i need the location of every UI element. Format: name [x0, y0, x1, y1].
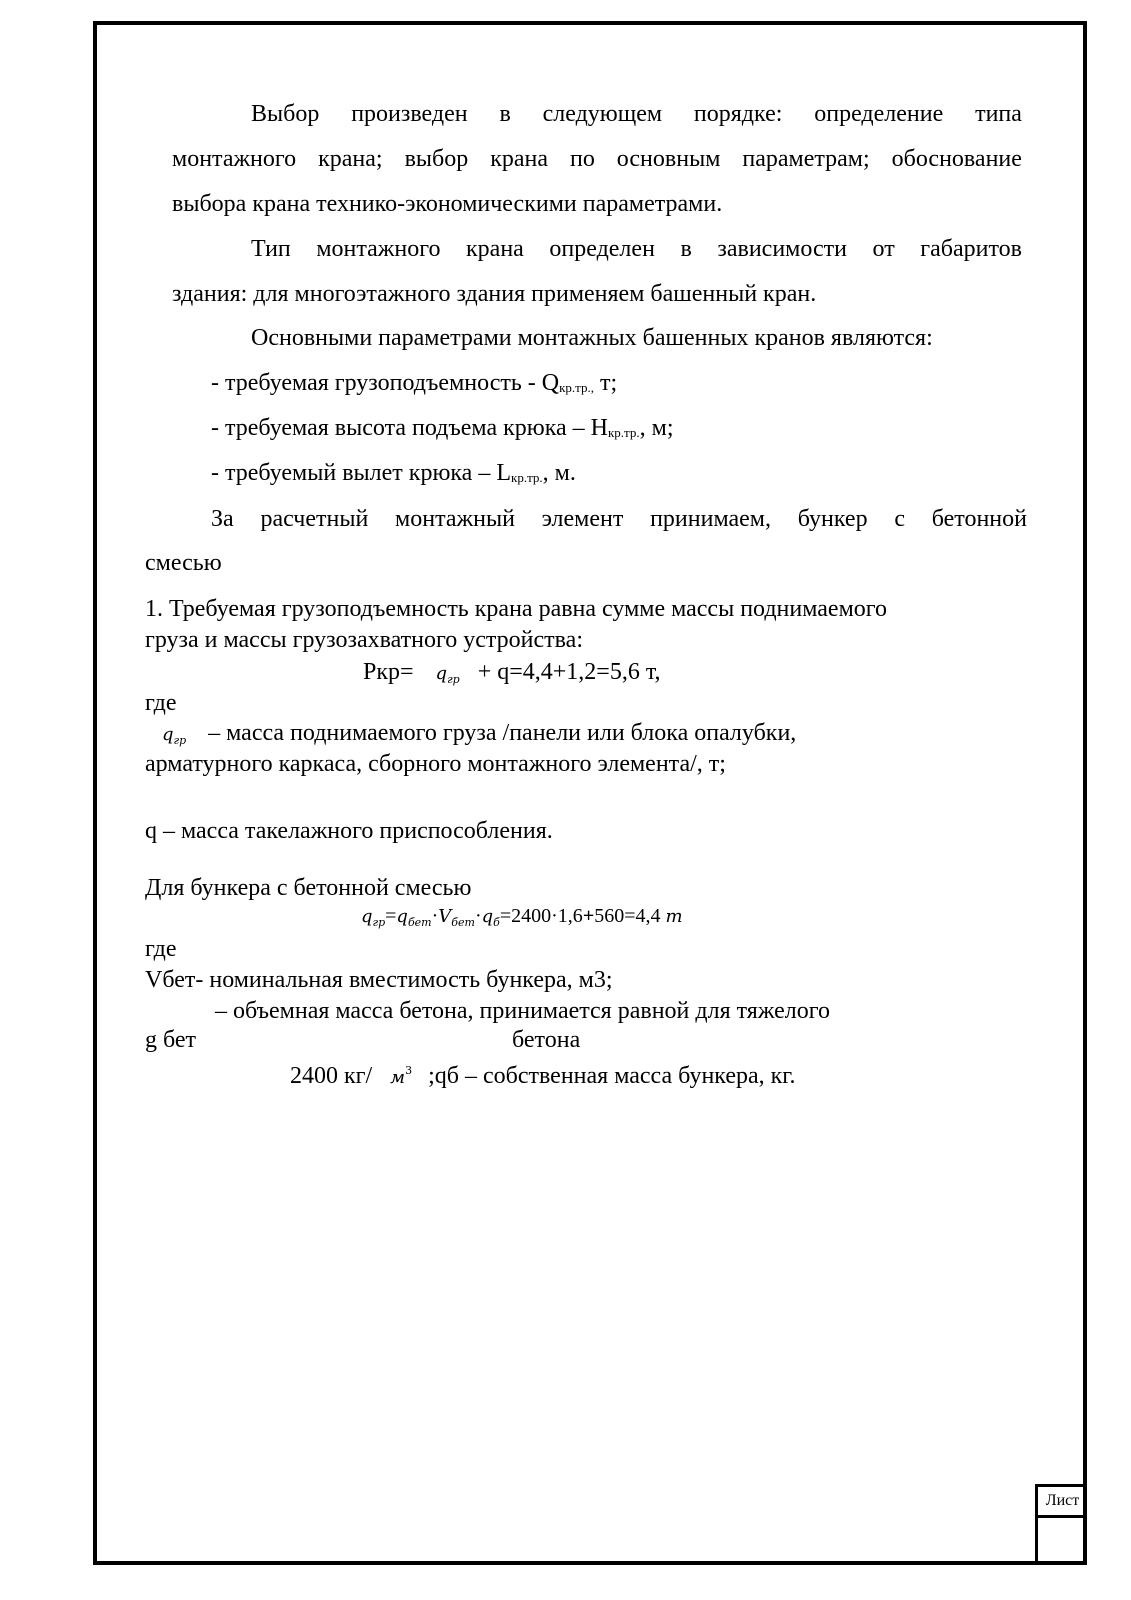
word: обоснование: [891, 146, 1022, 172]
definition-symbol: q: [162, 724, 174, 745]
paragraph-1-line-3: выбора крана технико-экономическими параметрами.: [172, 191, 723, 217]
density-unit-exponent: 3: [405, 1064, 413, 1077]
bullet-text: , м.: [542, 460, 576, 486]
word: с: [894, 506, 905, 532]
word: принимаем,: [650, 506, 771, 532]
word: параметрам;: [742, 146, 870, 172]
bullet-text: т;: [594, 370, 618, 396]
subscript: кр.тр.: [511, 470, 543, 485]
word: в: [499, 101, 511, 127]
item-1-line-1: 1. Требуемая грузоподъемность крана равна сумме массы поднимаемого: [145, 596, 888, 622]
formula-subscript: б: [493, 916, 500, 929]
word: крана: [466, 236, 524, 262]
subscript: кр.тр.: [607, 425, 640, 440]
word: элемент: [541, 506, 624, 532]
definition-concrete-density-line-1: – объемная масса бетона, принимается равной для тяжелого: [215, 998, 830, 1024]
definition-concrete-density-label: g бет: [145, 1027, 197, 1053]
formula-operator: =: [385, 905, 397, 927]
paragraph-3: Основными параметрами монтажных башенных кранов являются:: [251, 325, 933, 351]
formula-unit: т: [665, 906, 683, 927]
bullet-hook-height: [211, 414, 674, 447]
formula-operator: +: [582, 905, 595, 927]
word: основным: [616, 146, 721, 172]
word: зависимости: [717, 236, 847, 262]
paragraph-1-line-1: [251, 100, 1022, 128]
density-unit: м: [390, 1067, 406, 1088]
word: по: [569, 146, 595, 172]
word: произведен: [351, 101, 468, 127]
bullet-lifting-capacity: [211, 369, 617, 402]
word: типа: [975, 101, 1022, 127]
formula-value: 560=4,4: [594, 905, 661, 927]
word: порядке:: [693, 101, 783, 127]
bullet-text: - требуемый вылет крюка – L: [211, 460, 511, 486]
formula-symbol: q: [361, 906, 373, 927]
word: бетонной: [931, 506, 1027, 532]
bullet-text: , м;: [639, 415, 674, 441]
word: определен: [549, 236, 655, 262]
formula-value: =2400·1,6: [499, 905, 583, 927]
word: в: [680, 236, 692, 262]
definition-text: – масса поднимаемого груза /панели или блока опалубки,: [208, 720, 797, 746]
definition-rigging-mass: q – масса такелажного приспособления.: [145, 818, 553, 844]
bullet-text: - требуемая высота подъема крюка – H: [211, 415, 608, 441]
paragraph-2-line-1: [251, 235, 1022, 263]
formula-subscript: гр: [447, 673, 460, 686]
where-label-2: где: [145, 936, 177, 962]
paragraph-2-line-2: здания: для многоэтажного здания применяем башенный кран.: [172, 281, 817, 307]
word: габаритов: [920, 236, 1022, 262]
word: Тип: [251, 236, 291, 262]
word: расчетный: [260, 506, 369, 532]
definition-bunker-volume: Vбет- номинальная вместимость бункера, м3;: [145, 967, 613, 993]
bunker-self-mass-text: ;qб – собственная масса бункера, кг.: [428, 1063, 796, 1089]
formula-operator: ·: [474, 905, 482, 927]
definition-concrete-density-value: [290, 1057, 795, 1092]
word: бункер: [797, 506, 868, 532]
density-value: 2400 кг/: [290, 1063, 373, 1089]
word: крана: [490, 146, 549, 172]
word: монтажного: [172, 146, 297, 172]
formula-symbol: q: [435, 663, 448, 684]
word: монтажный: [395, 506, 515, 532]
word: монтажного: [316, 236, 441, 262]
bullet-hook-reach: [211, 459, 576, 492]
word: выбор: [404, 146, 469, 172]
word: определение: [814, 101, 944, 127]
definition-subscript: гр: [173, 734, 187, 747]
paragraph-4-line-1: [211, 505, 1027, 533]
word: Выбор: [251, 101, 320, 127]
sheet-stamp: [1035, 1484, 1087, 1565]
formula-subscript: бет: [451, 916, 475, 929]
definition-cargo-mass-line-2: арматурного каркаса, сборного монтажного элемента/, т;: [145, 751, 726, 777]
formula-symbol: q: [481, 906, 494, 927]
word: от: [872, 236, 895, 262]
where-label-1: где: [145, 690, 177, 716]
bullet-text: - требуемая грузоподъемность - Q: [211, 370, 560, 396]
formula-rhs: + q=4,4+1,2=5,6 т,: [477, 659, 661, 685]
formula-symbol: q: [396, 906, 408, 927]
formula-operator: ·: [431, 905, 439, 927]
formula-bunker-mass: [361, 903, 683, 936]
sheet-label: Лист: [1038, 1484, 1087, 1518]
word: крана;: [318, 146, 383, 172]
paragraph-1-line-2: [172, 145, 1022, 173]
formula-symbol: V: [438, 906, 452, 927]
paragraph-4-line-2: смесью: [145, 550, 222, 576]
formula-crane-capacity: [363, 658, 661, 694]
item-1-line-2: груза и массы грузозахватного устройства:: [145, 627, 583, 653]
word: За: [211, 506, 234, 532]
formula-lhs: Ркр=: [363, 659, 414, 685]
bunker-intro: Для бункера с бетонной смесью: [145, 875, 472, 901]
formula-subscript: бет: [407, 916, 432, 929]
subscript: кр.тр.,: [559, 380, 595, 395]
definition-concrete-density-line-2: бетона: [512, 1027, 581, 1053]
formula-subscript: гр: [372, 916, 386, 929]
word: следующем: [542, 101, 663, 127]
